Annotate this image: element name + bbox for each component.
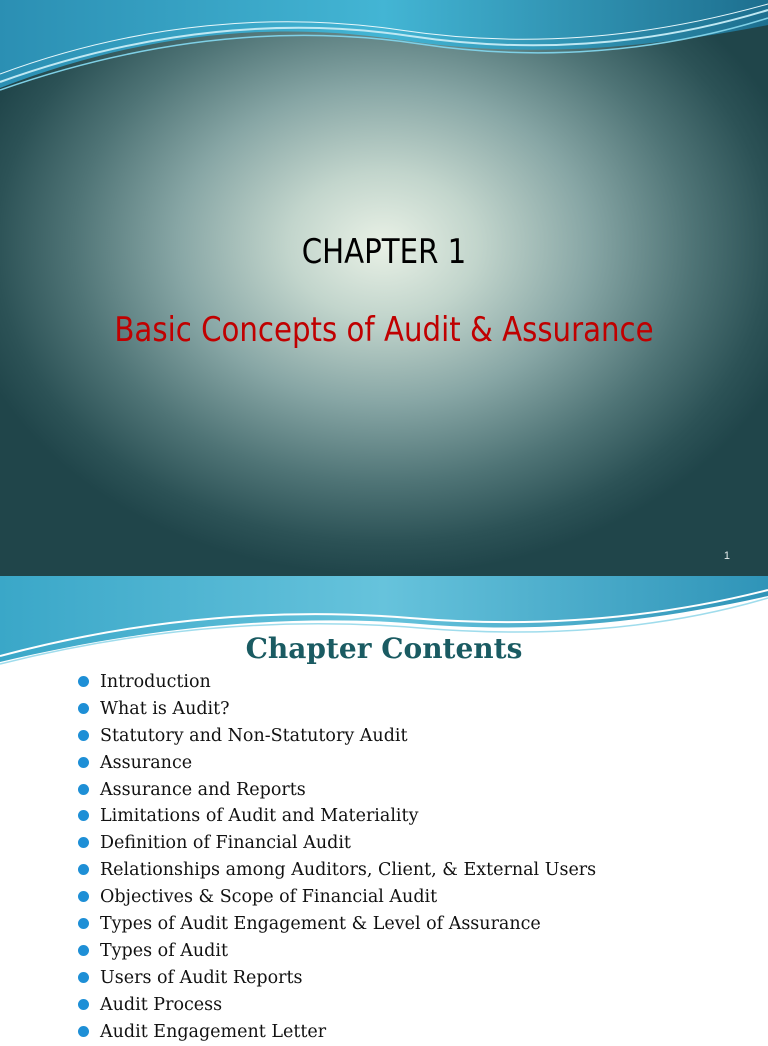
list-item-label: Users of Audit Reports <box>100 967 303 988</box>
bullet-icon <box>78 810 89 821</box>
list-item <box>78 939 596 966</box>
bullet-icon <box>78 730 89 741</box>
bullet-icon <box>78 784 89 795</box>
list-item <box>78 966 596 993</box>
bullet-icon <box>78 837 89 848</box>
chapter-title: CHAPTER 1 <box>301 232 467 272</box>
list-item-label: Audit Engagement Letter <box>100 1021 327 1042</box>
list-item-label: Definition of Financial Audit <box>100 833 351 854</box>
list-item <box>78 697 596 724</box>
list-item-label: Objectives & Scope of Financial Audit <box>100 887 438 908</box>
bullet-icon <box>78 945 89 956</box>
list-item-label: Types of Audit <box>100 940 228 961</box>
bullet-icon <box>78 891 89 902</box>
bullet-icon <box>78 999 89 1010</box>
list-item <box>78 912 596 939</box>
list-item <box>78 858 596 885</box>
contents-list <box>78 670 596 1046</box>
list-item-label: Audit Process <box>100 994 223 1015</box>
list-item <box>78 670 596 697</box>
bullet-icon <box>78 918 89 929</box>
list-item-label: Types of Audit Engagement & Level of Assurance <box>100 914 541 935</box>
chapter-subtitle: Basic Concepts of Audit & Assurance <box>114 310 654 350</box>
list-item-label: Assurance and Reports <box>100 779 306 800</box>
bullet-icon <box>78 864 89 875</box>
bullet-icon <box>78 757 89 768</box>
contents-heading: Chapter Contents <box>245 632 523 665</box>
list-item <box>78 885 596 912</box>
list-item <box>78 831 596 858</box>
list-item <box>78 751 596 778</box>
list-item-label: Introduction <box>100 672 211 692</box>
list-item <box>78 724 596 751</box>
bullet-icon <box>78 703 89 714</box>
list-item <box>78 1020 596 1046</box>
list-item-label: Assurance <box>100 752 193 773</box>
list-item-label: Statutory and Non-Statutory Audit <box>100 725 408 746</box>
list-item-label: What is Audit? <box>100 698 230 719</box>
list-item <box>78 778 596 805</box>
header-wave-decoration <box>0 0 768 100</box>
list-item-label: Limitations of Audit and Materiality <box>100 806 419 827</box>
bullet-icon <box>78 676 89 687</box>
bullet-icon <box>78 972 89 983</box>
slide-number: 1 <box>723 550 730 562</box>
contents-slide <box>0 576 768 1042</box>
list-item <box>78 993 596 1020</box>
list-item <box>78 804 596 831</box>
bullet-icon <box>78 1026 89 1037</box>
list-item-label: Relationships among Auditors, Client, & External Users <box>100 860 597 881</box>
